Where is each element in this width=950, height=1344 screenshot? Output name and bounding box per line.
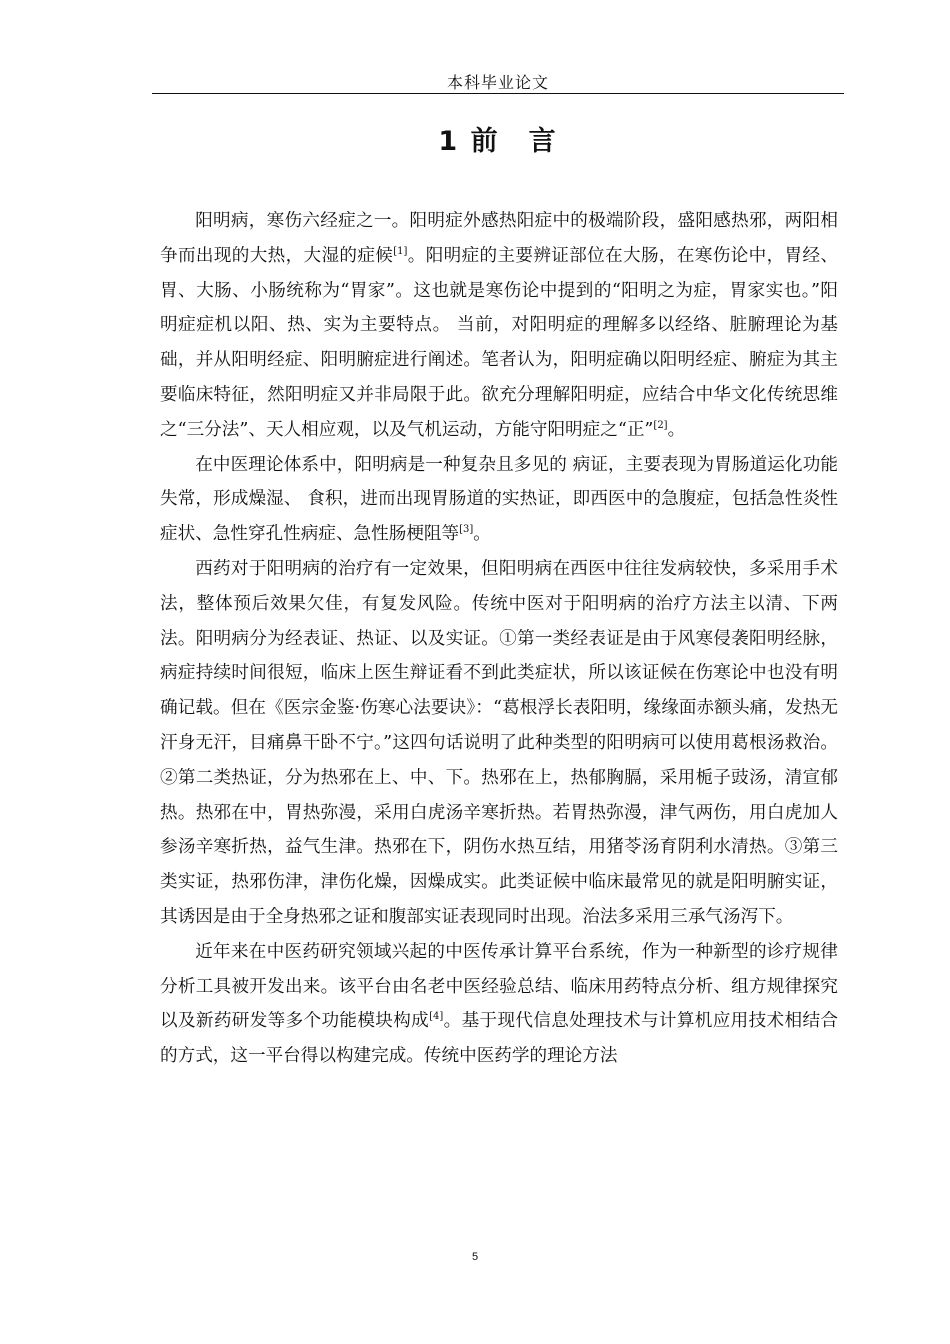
chapter-title: 1 前 言 xyxy=(438,126,558,157)
text-run: 。 xyxy=(667,419,686,440)
header-rule xyxy=(152,93,844,94)
text-run: 阳明病，寒伤六经症之一。阳明症外感热阳症中的极端阶段，盛阳感热邪，两阳相争而出现的大热，大湿的症候 xyxy=(160,211,838,266)
text-run: 在中医理论体系中，阳明病是一种复杂且多见的 病证，主要表现为胃肠道运化功能失常，形成燥湿、 食积，进而出现胃肠道的实热证，即西医中的急腹症，包括急性炎性症状、急性穿孔性病症、急性肠梗阻等 xyxy=(160,454,838,545)
paragraph-4 xyxy=(160,935,838,1074)
page-number: 5 xyxy=(471,1251,479,1263)
text-run: 。阳明症的主要辨证部位在大肠，在寒伤论中，胃经、胃、大肠、小肠统称为“胃家”。这也就是寒伤论中提到的“阳明之为症，胃家实也。”阳明症症机以阳、热、实为主要特点。 当前，对阳明症的理解多以经络、脏腑理论为基础，并从阳明经症、阳明腑症进行阐述。笔者认为，阳明症确以阳明经症、腑症为其主要临床特征，然阳明症又并非局限于此。欲充分理解阳明症，应结合中华文化传统思维之“三分法”、天人相应观，以及气机运动，方能守阳明症之“正” xyxy=(160,245,838,440)
citation-ref[interactable]: [3] xyxy=(459,524,474,536)
text-run: 。基于现代信息处理技术与计算机应用技术相结合的方式，这一平台得以构建完成。传统中医药学的理论方法 xyxy=(160,1011,838,1067)
citation-ref[interactable]: [2] xyxy=(653,419,668,431)
citation-ref[interactable]: [4] xyxy=(429,1011,444,1023)
body-text xyxy=(160,204,838,1074)
paragraph-3 xyxy=(160,552,838,935)
text-run: 近年来在中医药研究领域兴起的中医传承计算平台系统，作为一种新型的诊疗规律分析工具被开发出来。该平台由名老中医经验总结、临床用药特点分析、组方规律探究以及新药研发等多个功能模块构成 xyxy=(160,941,838,1032)
text-run: 西药对于阳明病的治疗有一定效果，但阳明病在西医中往往发病较快，多采用手术法，整体预后效果欠佳，有复发风险。传统中医对于阳明病的治疗方法主以清、下两法。阳明病分为经表证、热证、以及实证。①第一类经表证是由于风寒侵袭阳明经脉，病症持续时间很短，临床上医生辩证看不到此类症状，所以该证候在伤寒论中也没有明确记载。但在《医宗金鉴·伤寒心法要诀》：“葛根浮长表阳明，缘缘面赤额头痛，发热无汗身无汗，目痛鼻干卧不宁。”这四句话说明了此种类型的阳明病可以使用葛根汤救治。②第二类热证，分为热邪在上、中、下。热邪在上，热郁胸膈，采用栀子豉汤，清宣郁热。热邪在中，胃热弥漫，采用白虎汤辛寒折热。若胃热弥漫，津气两伤，用白虎加人参汤辛寒折热，益气生津。热邪在下，阴伤水热互结，用猪苓汤育阴利水清热。③第三类实证，热邪伤津，津伤化燥，因燥成实。此类证候中临床最常见的就是阳明腑实证，其诱因是由于全身热邪之证和腹部实证表现同时出现。治法多采用三承气汤泻下。 xyxy=(160,558,838,927)
citation-ref[interactable]: [1] xyxy=(393,245,408,257)
paragraph-1 xyxy=(160,204,838,448)
text-run: 。 xyxy=(473,524,491,545)
paragraph-2 xyxy=(160,448,838,552)
running-header: 本科毕业论文 xyxy=(446,73,549,92)
